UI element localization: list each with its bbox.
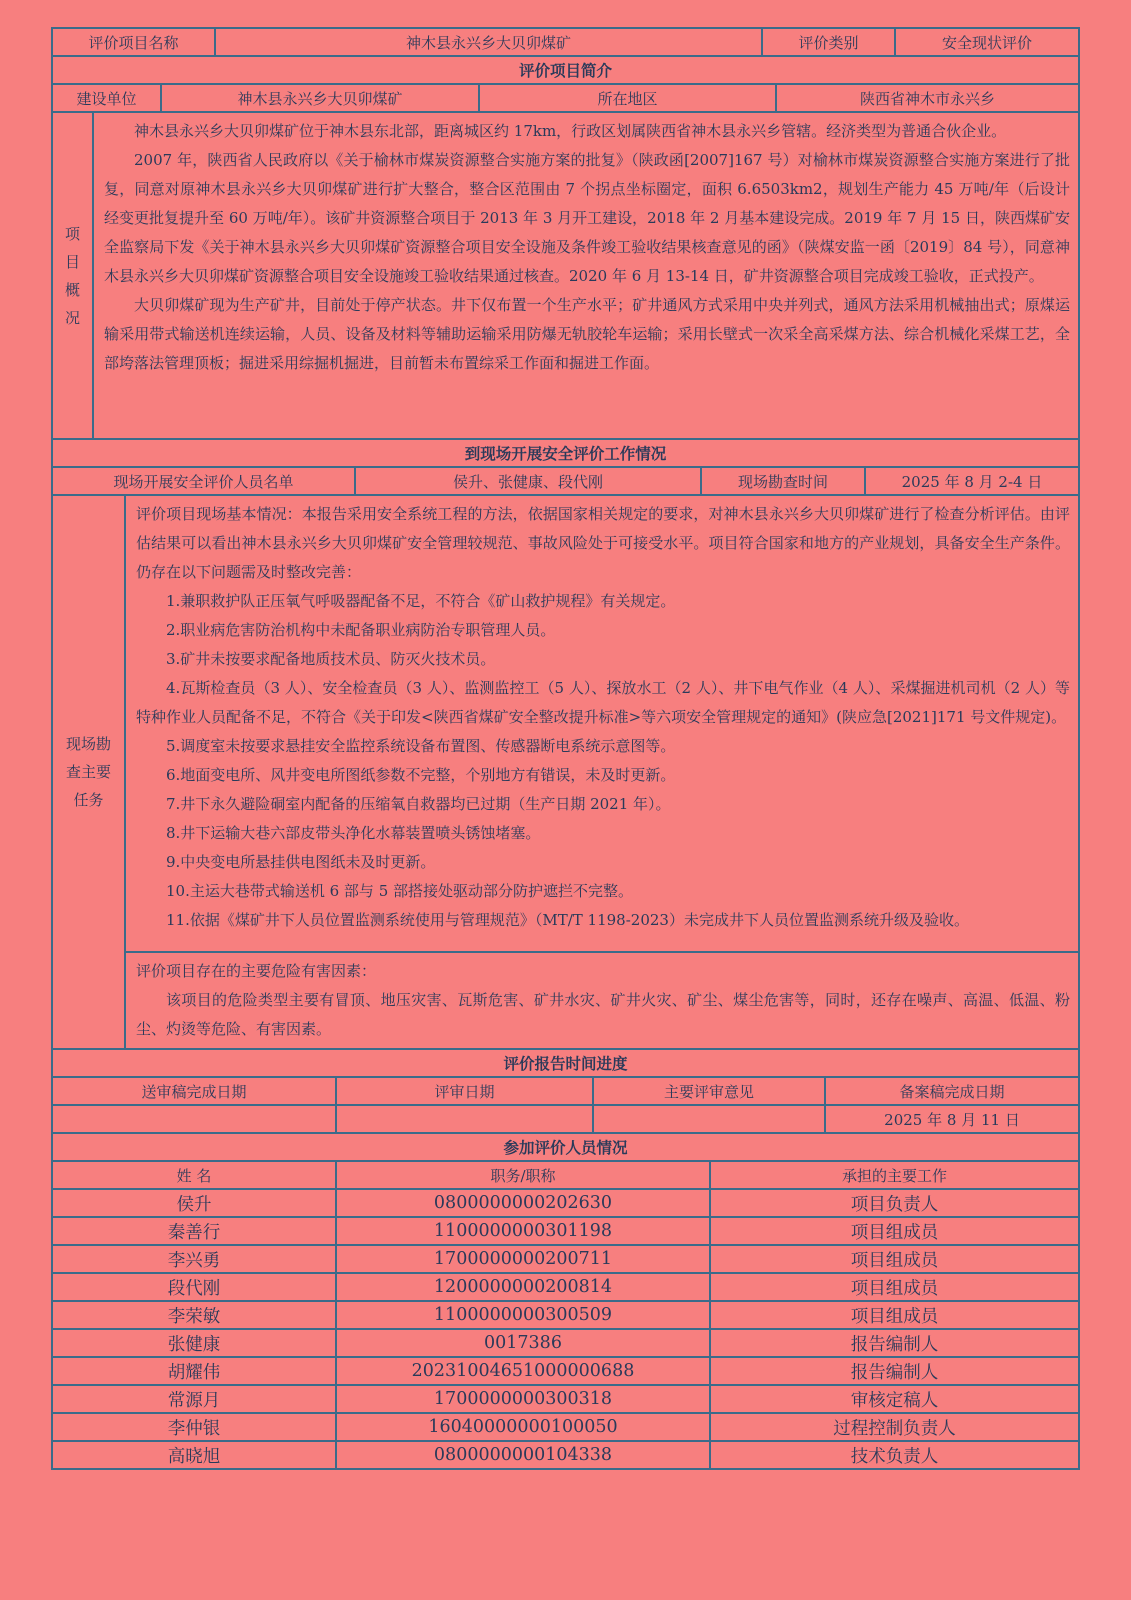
hazards-label: 评价项目存在的主要危险有害因素： <box>136 962 377 980</box>
person-name: 秦善行 <box>52 1217 336 1245</box>
person-name: 李荣敏 <box>52 1301 336 1329</box>
staff-label: 现场开展安全评价人员名单 <box>52 467 355 495</box>
personnel-header: 姓 名 <box>52 1161 336 1189</box>
person-name: 侯升 <box>52 1189 336 1217</box>
personnel-row <box>52 1189 1079 1217</box>
person-name: 李仲银 <box>52 1413 336 1441</box>
site-title: 到现场开展安全评价工作情况 <box>52 439 1079 467</box>
overview-paragraph: 大贝卯煤矿现为生产矿井，目前处于停产状态。井下仅布置一个生产水平；矿井通风方式采用中央并列式，通风方法采用机械抽出式；原煤运输采用带式输送机连续运输，人员、设备及材料等辅助运输采用防爆无轨胶轮车运输；采用长壁式一次采全高采煤方法、综合机械化采煤工艺，全部垮落法管理顶板；掘进采用综掘机掘进，目前暂未布置综采工作面和掘进工作面。 <box>104 296 1070 372</box>
hazards-text: 该项目的危险类型主要有冒顶、地压灾害、瓦斯危害、矿井水灾、矿井火灾、矿尘、煤尘危害等，同时，还存在噪声、高温、低温、粉尘、灼烫等危险、有害因素。 <box>136 991 1070 1038</box>
person-name: 胡耀伟 <box>52 1357 336 1385</box>
region-value: 陕西省神木市永兴乡 <box>776 84 1079 112</box>
person-role: 报告编制人 <box>710 1329 1079 1357</box>
overview-paragraph: 2007 年，陕西省人民政府以《关于榆林市煤炭资源整合实施方案的批复》（陕政函[2007]167 号）对榆林市煤炭资源整合实施方案进行了批复，同意对原神木县永兴乡大贝卯煤矿进行扩大整合，整合区范围由 7 个拐点坐标圈定，面积 6.6503km2，规划生产能力 45 万吨/年（后设计经变更批复提升至 60 万吨/年）。该矿井资源整合项目于 2013 年 3 月开工建设，2018 年 2 月基本建设完成。2019 年 7 月 15 日，陕西煤矿安全监察局下发《关于神木县永兴乡大贝卯煤矿资源整合项目安全设施及条件竣工验收结果核查意见的函》（陕煤安监一函〔2019〕84 号），同意神木县永兴乡大贝卯煤矿资源整合项目安全设施竣工验收结果通过核查。2020 年 6 月 13-14 日，矿井资源整合项目完成竣工验收，正式投产。 <box>104 151 1070 285</box>
region-label: 所在地区 <box>479 84 776 112</box>
schedule-header: 主要评审意见 <box>593 1077 825 1105</box>
overview-label: 项目概况 <box>52 112 93 439</box>
schedule-header: 评审日期 <box>336 1077 593 1105</box>
schedule-cell <box>336 1105 593 1133</box>
personnel-rows <box>51 1188 1080 1470</box>
overview-body <box>93 112 1079 439</box>
person-name: 段代刚 <box>52 1273 336 1301</box>
time-label: 现场勘查时间 <box>701 467 865 495</box>
project-name-label: 评价项目名称 <box>52 28 215 56</box>
overview-table <box>51 111 1080 440</box>
schedule-header: 送审稿完成日期 <box>52 1077 336 1105</box>
header-table <box>51 27 1080 57</box>
personnel-row <box>52 1273 1079 1301</box>
category-value: 安全现状评价 <box>895 28 1079 56</box>
person-name: 李兴勇 <box>52 1245 336 1273</box>
category-label: 评价类别 <box>762 28 895 56</box>
personnel-row <box>52 1301 1079 1329</box>
schedule-cell <box>52 1105 336 1133</box>
person-name: 高晓旭 <box>52 1441 336 1469</box>
person-cert: 0017386 <box>336 1329 710 1357</box>
tasks-table <box>51 494 1080 1050</box>
personnel-row <box>52 1357 1079 1385</box>
person-cert: 1100000000301198 <box>336 1217 710 1245</box>
issue-item: 2.职业病危害防治机构中未配备职业病防治专职管理人员。 <box>166 621 556 639</box>
personnel-row <box>52 1385 1079 1413</box>
issue-item: 7.井下永久避险硐室内配备的压缩氧自救器均已过期（生产日期 2021 年）。 <box>166 795 671 813</box>
personnel-row <box>52 1329 1079 1357</box>
staff-table <box>51 466 1080 496</box>
person-role: 项目组成员 <box>710 1273 1079 1301</box>
time-value: 2025 年 8 月 2-4 日 <box>865 467 1079 495</box>
intro-title: 评价项目简介 <box>52 56 1079 84</box>
person-cert: 0800000000202630 <box>336 1189 710 1217</box>
site-section <box>51 438 1080 468</box>
personnel-header: 承担的主要工作 <box>710 1161 1079 1189</box>
issue-item: 11.依据《煤矿井下人员位置监测系统使用与管理规范》（MT/T 1198-2023）未完成井下人员位置监测系统升级及验收。 <box>166 911 969 929</box>
overview-paragraph: 神木县永兴乡大贝卯煤矿位于神木县东北部，距离城区约 17km，行政区划属陕西省神木县永兴乡管辖。经济类型为普通合伙企业。 <box>134 122 1007 140</box>
personnel-title: 参加评价人员情况 <box>52 1133 1079 1161</box>
person-role: 项目组成员 <box>710 1245 1079 1273</box>
person-role: 审核定稿人 <box>710 1385 1079 1413</box>
person-cert: 1604000000010005​0 <box>336 1413 710 1441</box>
person-role: 技术负责人 <box>710 1441 1079 1469</box>
builder-label: 建设单位 <box>52 84 161 112</box>
personnel-row <box>52 1217 1079 1245</box>
issue-item: 4.瓦斯检查员（3 人）、安全检查员（3 人）、监测监控工（5 人）、探放水工（2 人）、井下电气作业（4 人）、采煤掘进机司机（2 人）等特种作业人员配备不足，不符合《关于印发<陕西省煤矿安全整改提升标准>等六项安全管理规定的通知》(陕应急[2021]171 号文件规定)。 <box>136 679 1070 726</box>
builder-table <box>51 83 1080 113</box>
tasks-label: 现场勘查主要任务 <box>52 495 125 1049</box>
issue-item: 8.井下运输大巷六部皮带头净化水幕装置喷头锈蚀堵塞。 <box>166 824 541 842</box>
tasks-body <box>125 495 1079 952</box>
person-role: 项目组成员 <box>710 1301 1079 1329</box>
personnel-table <box>51 1160 1080 1190</box>
person-cert: 1700000000200711 <box>336 1245 710 1273</box>
personnel-row <box>52 1441 1079 1469</box>
schedule-table <box>51 1076 1080 1134</box>
issue-item: 6.地面变电所、风井变电所图纸参数不完整，个别地方有错误，未及时更新。 <box>166 766 676 784</box>
person-role: 报告编制人 <box>710 1357 1079 1385</box>
evaluation-form <box>51 27 1080 1470</box>
personnel-row <box>52 1245 1079 1273</box>
personnel-body <box>52 1189 1079 1469</box>
schedule-section <box>51 1048 1080 1078</box>
person-role: 项目组成员 <box>710 1217 1079 1245</box>
project-name: 神木县永兴乡大贝卯煤矿 <box>215 28 762 56</box>
person-role: 过程控制负责人 <box>710 1413 1079 1441</box>
schedule-cell: 2025 年 8 月 11 日 <box>825 1105 1079 1133</box>
intro-section <box>51 55 1080 85</box>
person-role: 项目负责人 <box>710 1189 1079 1217</box>
person-cert: 0800000000104338 <box>336 1441 710 1469</box>
person-cert: 1200000000200814 <box>336 1273 710 1301</box>
personnel-header: 职务/职称 <box>336 1161 710 1189</box>
personnel-row <box>52 1413 1079 1441</box>
builder-value: 神木县永兴乡大贝卯煤矿 <box>161 84 479 112</box>
hazards-body <box>125 952 1079 1049</box>
person-name: 张健康 <box>52 1329 336 1357</box>
issue-item: 1.兼职救护队正压氧气呼吸器配备不足，不符合《矿山救护规程》有关规定。 <box>166 592 676 610</box>
issue-item: 10.主运大巷带式输送机 6 部与 5 部搭接处驱动部分防护遮拦不完整。 <box>166 882 634 900</box>
tasks-intro: 评价项目现场基本情况：本报告采用安全系统工程的方法，依据国家相关规定的要求，对神木县永兴乡大贝卯煤矿进行了检查分析评估。由评估结果可以看出神木县永兴乡大贝卯煤矿安全管理较规范、事故风险处于可接受水平。项目符合国家和地方的产业规划，具备安全生产条件。仍存在以下问题需及时整改完善： <box>136 505 1070 581</box>
schedule-title: 评价报告时间进度 <box>52 1049 1079 1077</box>
person-cert: 2023100465100000068​8 <box>336 1357 710 1385</box>
schedule-header: 备案稿完成日期 <box>825 1077 1079 1105</box>
person-name: 常源月 <box>52 1385 336 1413</box>
person-cert: 1100000000300509 <box>336 1301 710 1329</box>
issue-item: 9.中央变电所悬挂供电图纸未及时更新。 <box>166 853 436 871</box>
person-cert: 1700000000300318 <box>336 1385 710 1413</box>
issue-item: 3.矿井未按要求配备地质技术员、防灭火技术员。 <box>166 650 496 668</box>
staff-value: 侯升、张健康、段代刚 <box>355 467 701 495</box>
schedule-cell <box>593 1105 825 1133</box>
personnel-section <box>51 1132 1080 1162</box>
issue-item: 5.调度室未按要求悬挂安全监控系统设备布置图、传感器断电系统示意图等。 <box>166 737 676 755</box>
